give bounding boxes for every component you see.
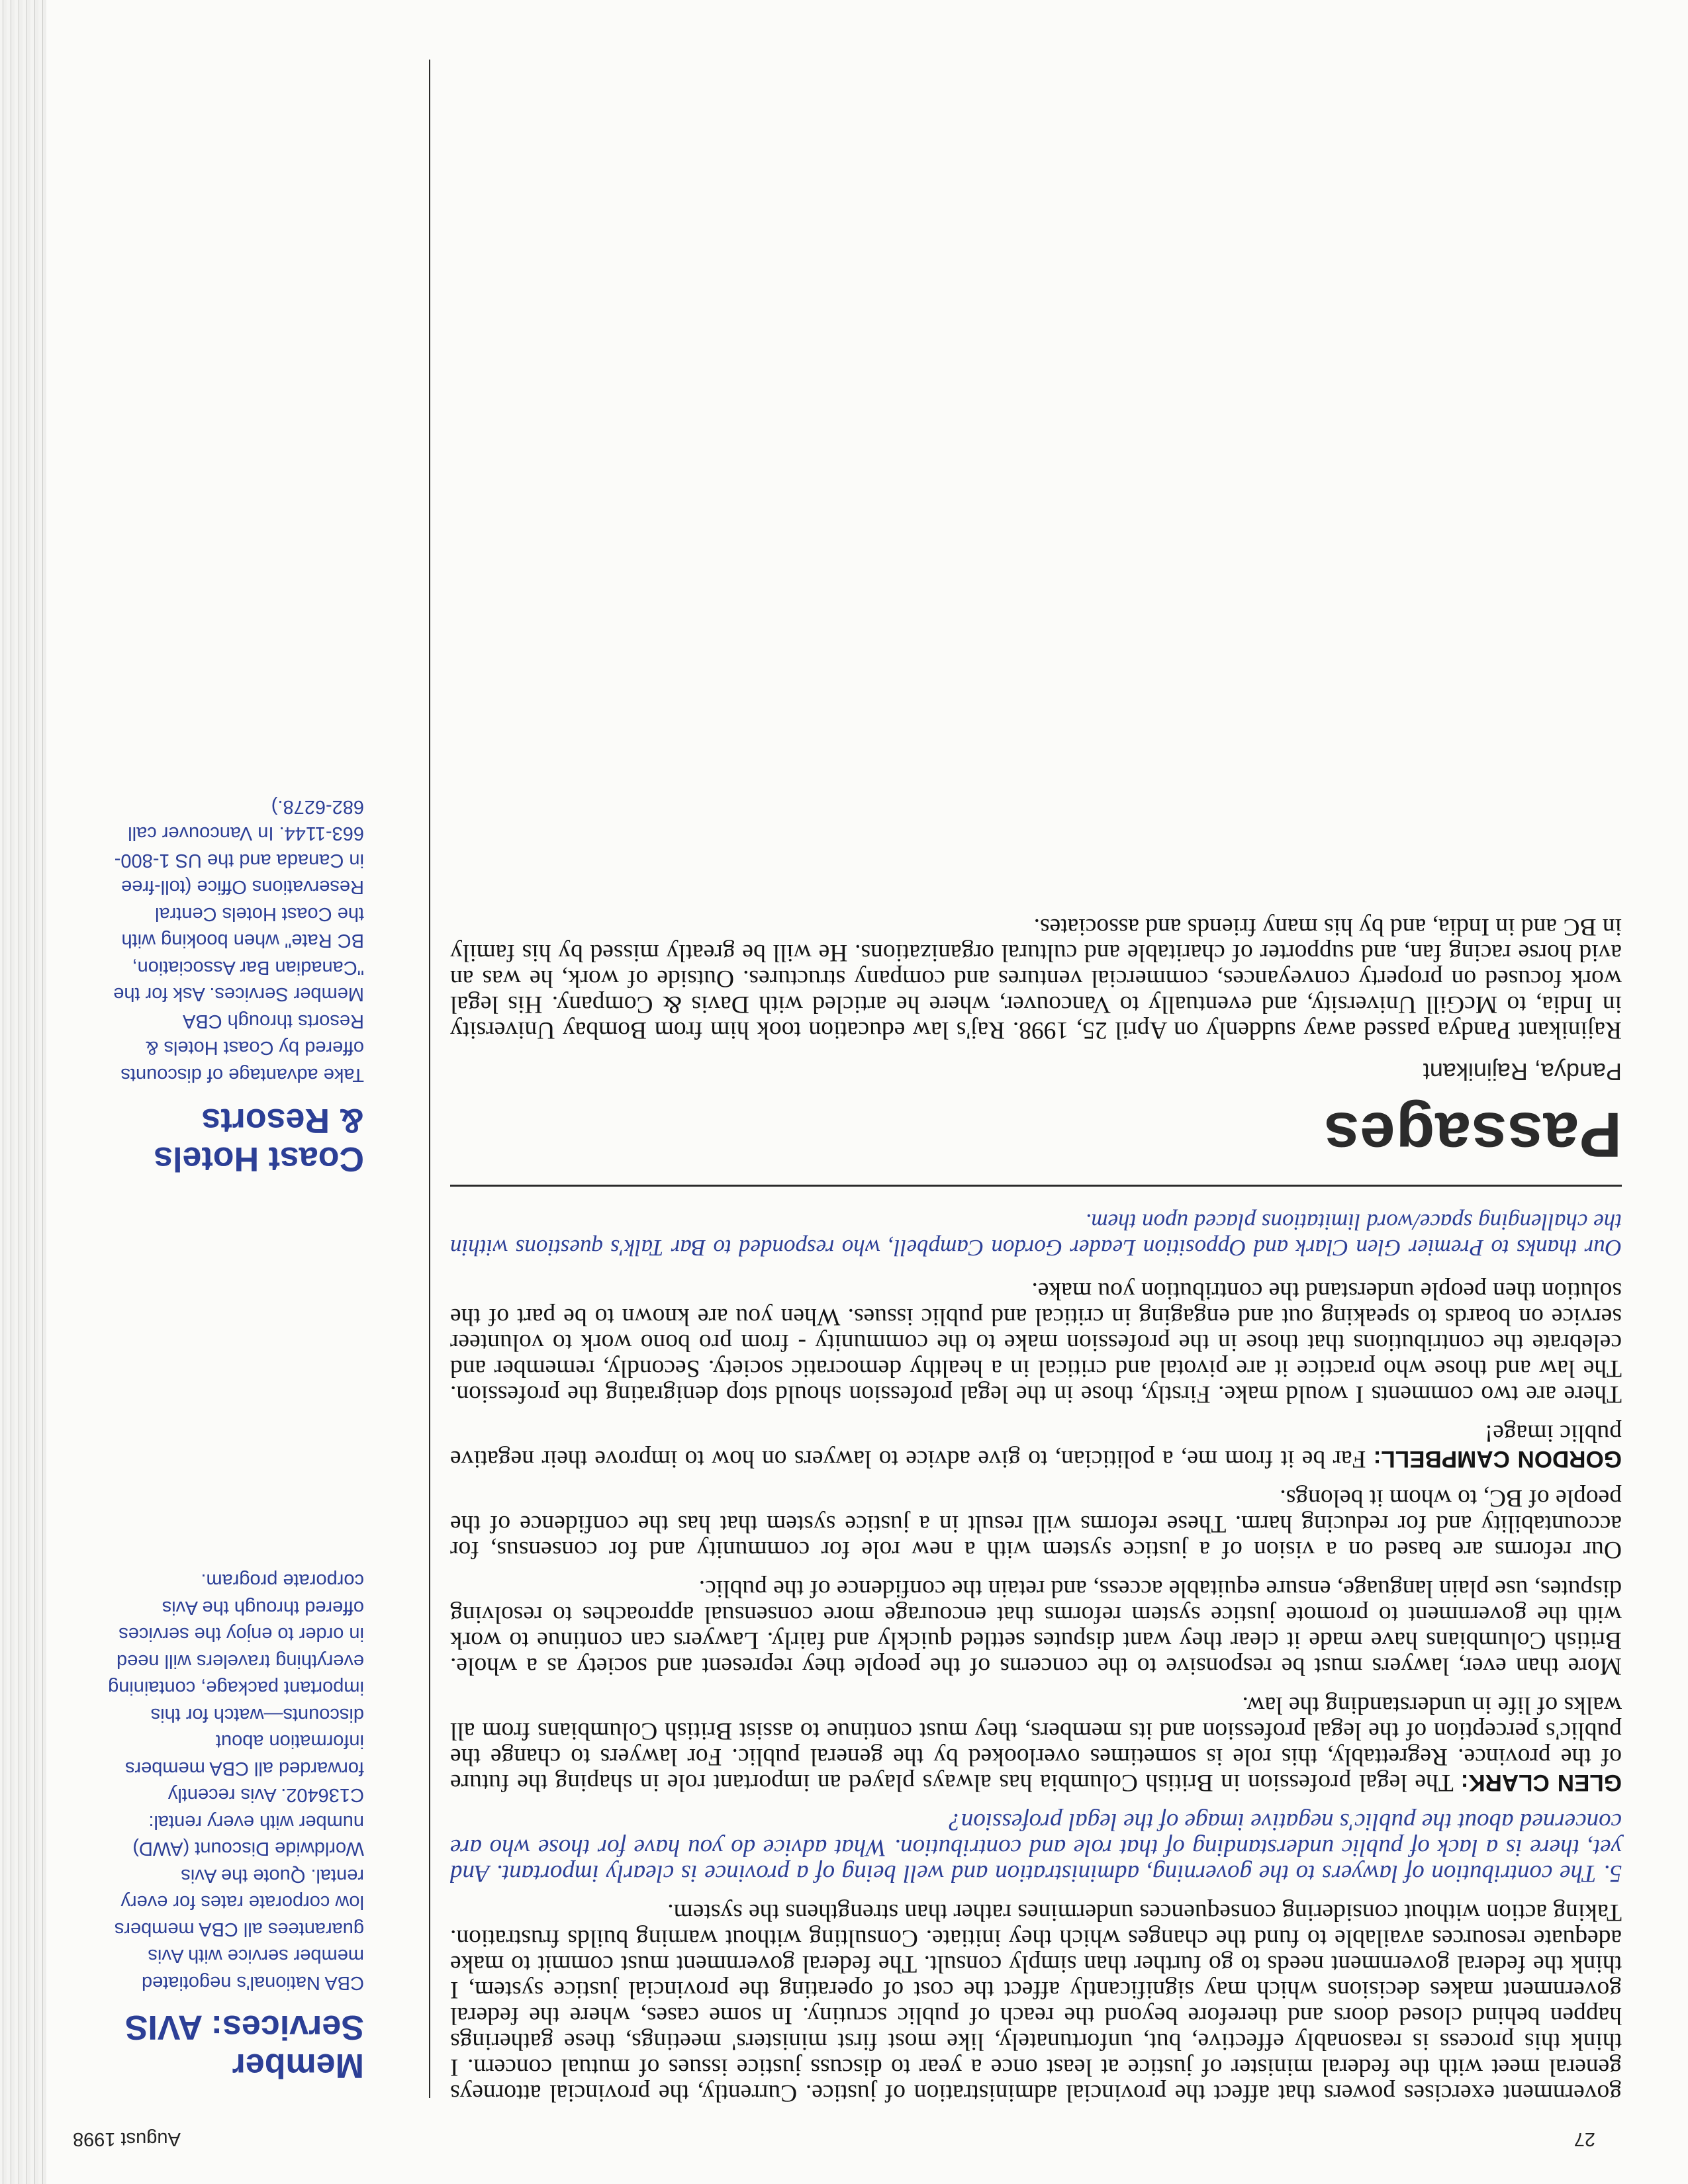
campbell-answer-2: There are two comments I would make. Firstly, those in the legal profession should stop denigrating the profession. The law and those who practice it are pivotal and critical in a healthy democratic society. Secondly, remember and celebrate the contributions that those in the profession make to the community - from pro bono work to volunteer service on boards to speaking out and engaging in critical and public issues. When you are known to be part of the solution then people understand the contribution you make. bbox=[450, 1277, 1622, 1408]
page-header bbox=[73, 2116, 1595, 2150]
clark-answer-1 bbox=[450, 1692, 1622, 1796]
coast-text: Take advantage of discounts offered by Coast Hotels & Resorts through CBA Member Services. Ask for the "Canadian Bar Association, BC Rate" when booking with the Coast Hotels Central Reservations Office (toll-free in Canada and the US 1-800- 663-1144. In Vancouver call 682-6278.) bbox=[113, 796, 364, 1085]
page-number: 27 bbox=[1573, 2128, 1595, 2150]
campbell-label: GORDON CAMPBELL: bbox=[1373, 1446, 1622, 1472]
column-rule bbox=[429, 60, 430, 2098]
passages-name: Pandya, Rajinikant bbox=[1423, 1058, 1622, 1085]
clark-answer-3: Our reforms are based on a vision of a justice system with a new role for community and for consensus, for accountability and for reducing harm. These reforms will result in a justice system that has the confidence of the people of BC, to whom it belongs. bbox=[450, 1484, 1622, 1563]
coast-title: Coast Hotels & Resorts bbox=[154, 1101, 364, 1178]
clark-label: GLEN CLARK: bbox=[1460, 1770, 1622, 1796]
avis-box bbox=[73, 1567, 364, 2085]
passages-body: Rajinikant Pandya passed away suddenly on April 25, 1998. Raj's law education took him from Bombay University in India, to McGill University, and eventually to Vancouver, where he articled with Davis & Company. His legal work focused on property conveyances, commercial ventures and company structures. Outside of work, he was an avid horse racing fan, and supporter of charitable and cultural organizations. He will be greatly missed by his family in BC and in India, and by his many friends and associates. bbox=[450, 913, 1622, 1044]
page-stack-edge bbox=[0, 0, 46, 2184]
clark-text-1: The legal profession in British Columbia has always played an important role in shaping the future of the province. Regrettably, this role is sometimes overlooked by the general public. For lawyers to change the public's perception of the legal profession and its members, they must continue to assist British Columbians from all walks of life in understanding the law. bbox=[450, 1692, 1622, 1796]
question-5: 5. The contribution of lawyers to the governing, administration and well being of a province is clearly important. And yet, there is a lack of public understanding of that role and contribution. What advice do you have for those who are concerned about the public's negative image of the legal profession? bbox=[450, 1808, 1622, 1887]
passages-heading: Passages bbox=[1323, 1099, 1622, 1170]
coast-box bbox=[73, 794, 364, 1179]
issue-date: August 1998 bbox=[73, 2128, 181, 2150]
thanks-note: Our thanks to Premier Glen Clark and Opposition Leader Gordon Campbell, who responded to Bar Talk's questions within the challenging space/word limitations placed upon them. bbox=[450, 1209, 1622, 1261]
main-column bbox=[450, 914, 1622, 2106]
passages-section bbox=[450, 913, 1622, 1170]
clark-answer-2: More than ever, lawyers must be responsive to the concerns of the people they represent and society as a whole. British Columbians have made it clear they want disputes settled quickly and fairly. Lawyers can continue to work with the government to promote justice system reforms that encourage more consensual approaches to resolving disputes, use plain language, ensure equitable access, and retain the confidence of the public. bbox=[450, 1575, 1622, 1680]
intro-paragraph: government exercises powers that affect the provincial administration of justice. Currently, the provincial attorneys general meet with the federal minister of justice at least once a year to discuss justice issues of mutual concern. I think this process is reasonably effective, but, unfortunately, like most first ministers' meetings, these gatherings happen behind closed doors and therefore beyond the reach of public scrutiny. In some cases, where the federal government makes decisions which may significantly affect the cost of operating the provincial justice system, I think the federal government needs to go further than simply consult. The federal government must commit to make adequate resources available to fund the changes which they initiate. Consulting without warning builds frustration. Taking action without considering consequences undermines rather than strengthens the system. bbox=[450, 1899, 1622, 2107]
avis-title: Member Services: AVIS bbox=[124, 2008, 364, 2085]
section-divider bbox=[450, 1185, 1622, 1187]
campbell-text-1: Far be it from me, a politician, to give advice to lawyers on how to improve their negative public image! bbox=[450, 1420, 1622, 1473]
campbell-answer-1 bbox=[450, 1420, 1622, 1472]
avis-text: CBA National's negotiated member service with Avis guarantees all CBA members low corporate rates for every rental. Quote the Avis Worldwide Discount (AWD) number with every rental: C136402. Avis recently forwarded all CBA members information about discounts—watch for this important package, containing everything travelers will need in order to enjoy the services offered through the Avis corporate program. bbox=[108, 1570, 364, 1993]
